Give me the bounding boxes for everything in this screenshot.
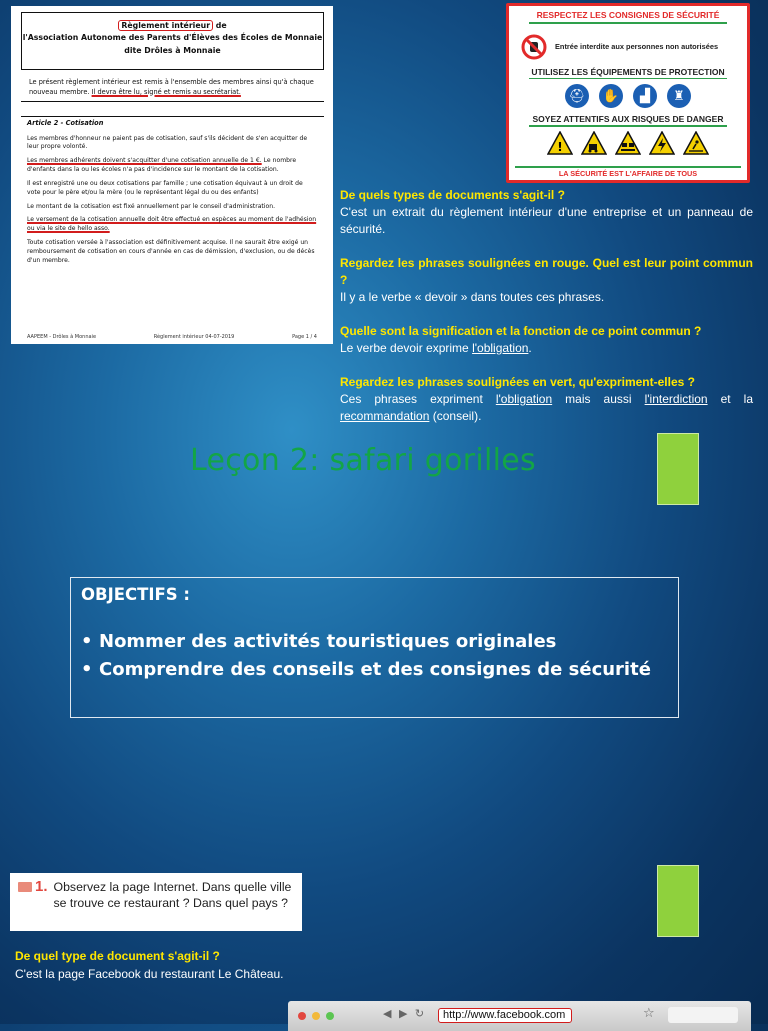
exercise-number-text: 1.: [35, 878, 48, 895]
reglement-document: [11, 6, 333, 344]
gloves-icon: ✋: [599, 84, 623, 108]
question-2: Regardez les phrases soulignées en rouge. Quel est leur point commun ?: [340, 256, 753, 287]
forklift-warning-icon: [581, 131, 607, 155]
spacer: [340, 238, 753, 255]
close-dot-icon[interactable]: [298, 1012, 306, 1020]
no-entry-row: [509, 34, 747, 60]
coverall-icon: ♜: [667, 84, 691, 108]
intro-underlined: Il devra être lu, signé et remis au secrétariat.: [91, 87, 241, 96]
reglement-title-boxed: Règlement intérieur: [118, 20, 213, 31]
safety-separator: [529, 22, 727, 24]
answer-4-mid2: et la: [707, 392, 753, 406]
answer-4: [340, 391, 753, 425]
slip-warning-icon: [683, 131, 709, 155]
paragraph-2-underlined: Les membres adhérents doivent s'acquitter d'une cotisation annuelle de 1 €.: [27, 157, 262, 165]
browser-window: [288, 1001, 751, 1031]
danger-heading: SOYEZ ATTENTIFS AUX RISQUES DE DANGER: [532, 114, 724, 124]
objective-item: • Comprendre des conseils et des consignes de sécurité: [81, 656, 668, 684]
objectives-list: [81, 628, 668, 684]
article-2: [21, 116, 324, 270]
footer-left: AAPEEM - Drôles à Monnaie: [27, 334, 97, 340]
spacer: [340, 357, 753, 374]
browser-nav-icons[interactable]: ◀ ▶ ↻: [383, 1007, 427, 1020]
no-entry-text: Entrée interdite aux personnes non autorisées: [555, 42, 719, 51]
interdiction-term: l'interdiction: [644, 392, 708, 406]
footer-page: Page 1 / 4: [292, 334, 317, 340]
maximize-dot-icon[interactable]: [326, 1012, 334, 1020]
paragraph-5-underlined: Le versement de la cotisation annuelle doit être effectué en espèces au moment de l'adhésion ou via le site de hello asso.: [27, 216, 317, 233]
question-1: De quels types de documents s'agit-il ?: [340, 188, 565, 202]
book-icon: [18, 882, 32, 892]
boots-icon: ▟: [633, 84, 657, 108]
url-bar[interactable]: http://www.facebook.com: [438, 1008, 572, 1023]
bookmark-star-icon[interactable]: ☆: [643, 1006, 655, 1021]
article-paragraph-5: [27, 216, 318, 234]
electric-warning-icon: [649, 131, 675, 155]
question-4: Regardez les phrases soulignées en vert, qu'expriment-elles ?: [340, 375, 695, 389]
minimize-dot-icon[interactable]: [312, 1012, 320, 1020]
article-paragraph-1: Les membres d'honneur ne paient pas de cotisation, sauf s'ils décident de s'en acquitter de leur propre volonté.: [27, 134, 308, 151]
browser-search-field[interactable]: [668, 1007, 738, 1023]
answer-3-end: .: [528, 341, 532, 355]
paragraph-2-rest: Le nombre d'enfants dans la ou les écoles n'a pas d'incidence sur le montant de la cotisation.: [27, 157, 297, 174]
protection-icons: [509, 84, 747, 108]
article-paragraph-2: [27, 157, 318, 175]
question-3: Quelle sont la signification et la fonction de ce point commun ?: [340, 324, 702, 338]
safety-heading: RESPECTEZ LES CONSIGNES DE SÉCURITÉ: [536, 10, 720, 20]
answer-2: Il y a le verbe « devoir » dans toutes ces phrases.: [340, 290, 605, 304]
warning-icon: [547, 131, 573, 155]
corrosive-warning-icon: [615, 131, 641, 155]
answer-3-text: Le verbe devoir exprime: [340, 341, 473, 355]
article-paragraph-3: Il est enregistré une ou deux cotisations par famille ; une cotisation équivaut à un droit de vote pour le père et/ou la mère (ou le représentant légal du ou des enfants): [27, 179, 303, 196]
svg-text:!: !: [557, 139, 563, 154]
article-title: Article 2 - Cotisation: [27, 119, 104, 127]
answer-3: [340, 340, 753, 357]
green-accent-bar-bottom: [657, 865, 699, 937]
safety-footer: [509, 166, 747, 180]
safety-footer-separator: [515, 166, 741, 168]
danger-separator: [529, 125, 727, 127]
objectives-box: [70, 577, 679, 718]
qa-section-2: [15, 947, 305, 983]
objectives-title: OBJECTIFS :: [81, 585, 191, 604]
article-paragraph-4: Le montant de la cotisation est fixé annuellement par le conseil d'administration.: [27, 202, 276, 210]
danger-icons: [509, 131, 747, 155]
protection-heading: UTILISEZ LES ÉQUIPEMENTS DE PROTECTION: [531, 66, 725, 77]
footer-center: Règlement intérieur 04-07-2019: [153, 334, 235, 340]
exercise-text: Observez la page Internet. Dans quelle ville se trouve ce restaurant ? Dans quel pays ?: [53, 880, 292, 910]
safety-footer-text: LA SÉCURITÉ EST L'AFFAIRE DE TOUS: [558, 168, 698, 178]
protection-separator: [529, 78, 727, 80]
green-accent-bar-top: [657, 433, 699, 505]
exercise-number: [18, 879, 48, 925]
helmet-icon: ⛑: [565, 84, 589, 108]
intro-text: Le présent règlement intérieur est remis à l'ensemble des membres ainsi qu'à chaque nouveau membre.: [29, 78, 314, 96]
no-entry-icon: [521, 34, 547, 60]
article-paragraph-6: Toute cotisation versée à l'association est définitivement acquise. Il ne saurait être exigé un remboursement de cotisation en cours d'année en cas de démission, d'exclusion, ou de décès d'un membre.: [27, 239, 315, 264]
reglement-intro: [21, 78, 324, 102]
answer-document-type: C'est la page Facebook du restaurant Le Château.: [15, 967, 284, 981]
answer-4-mid: mais aussi: [552, 392, 645, 406]
obligation-term-2: l'obligation: [495, 392, 553, 406]
reglement-header: [21, 12, 324, 70]
objective-item: • Nommer des activités touristiques originales: [81, 628, 668, 656]
qa-section: [340, 187, 753, 425]
reglement-footer: [27, 334, 317, 341]
reglement-title-rest: de: [213, 21, 227, 30]
obligation-term: l'obligation: [472, 341, 529, 355]
safety-sign: [506, 3, 750, 183]
answer-4-end: (conseil).: [429, 409, 482, 423]
answer-4-text: Ces phrases expriment: [340, 392, 496, 406]
spacer: [340, 306, 753, 323]
question-document-type: De quel type de document s'agit-il ?: [15, 949, 220, 963]
lesson-title: Leçon 2: safari gorilles: [190, 443, 536, 478]
reglement-title-line3: dite Drôles à Monnaie: [124, 45, 221, 55]
reglement-title-line2: l'Association Autonome des Parents d'Élèves des Écoles de Monnaie: [22, 33, 323, 43]
exercise-card: [10, 873, 302, 931]
recommandation-term: recommandation: [340, 409, 430, 423]
answer-1: C'est un extrait du règlement intérieur d'une entreprise et un panneau de sécurité.: [340, 205, 753, 236]
